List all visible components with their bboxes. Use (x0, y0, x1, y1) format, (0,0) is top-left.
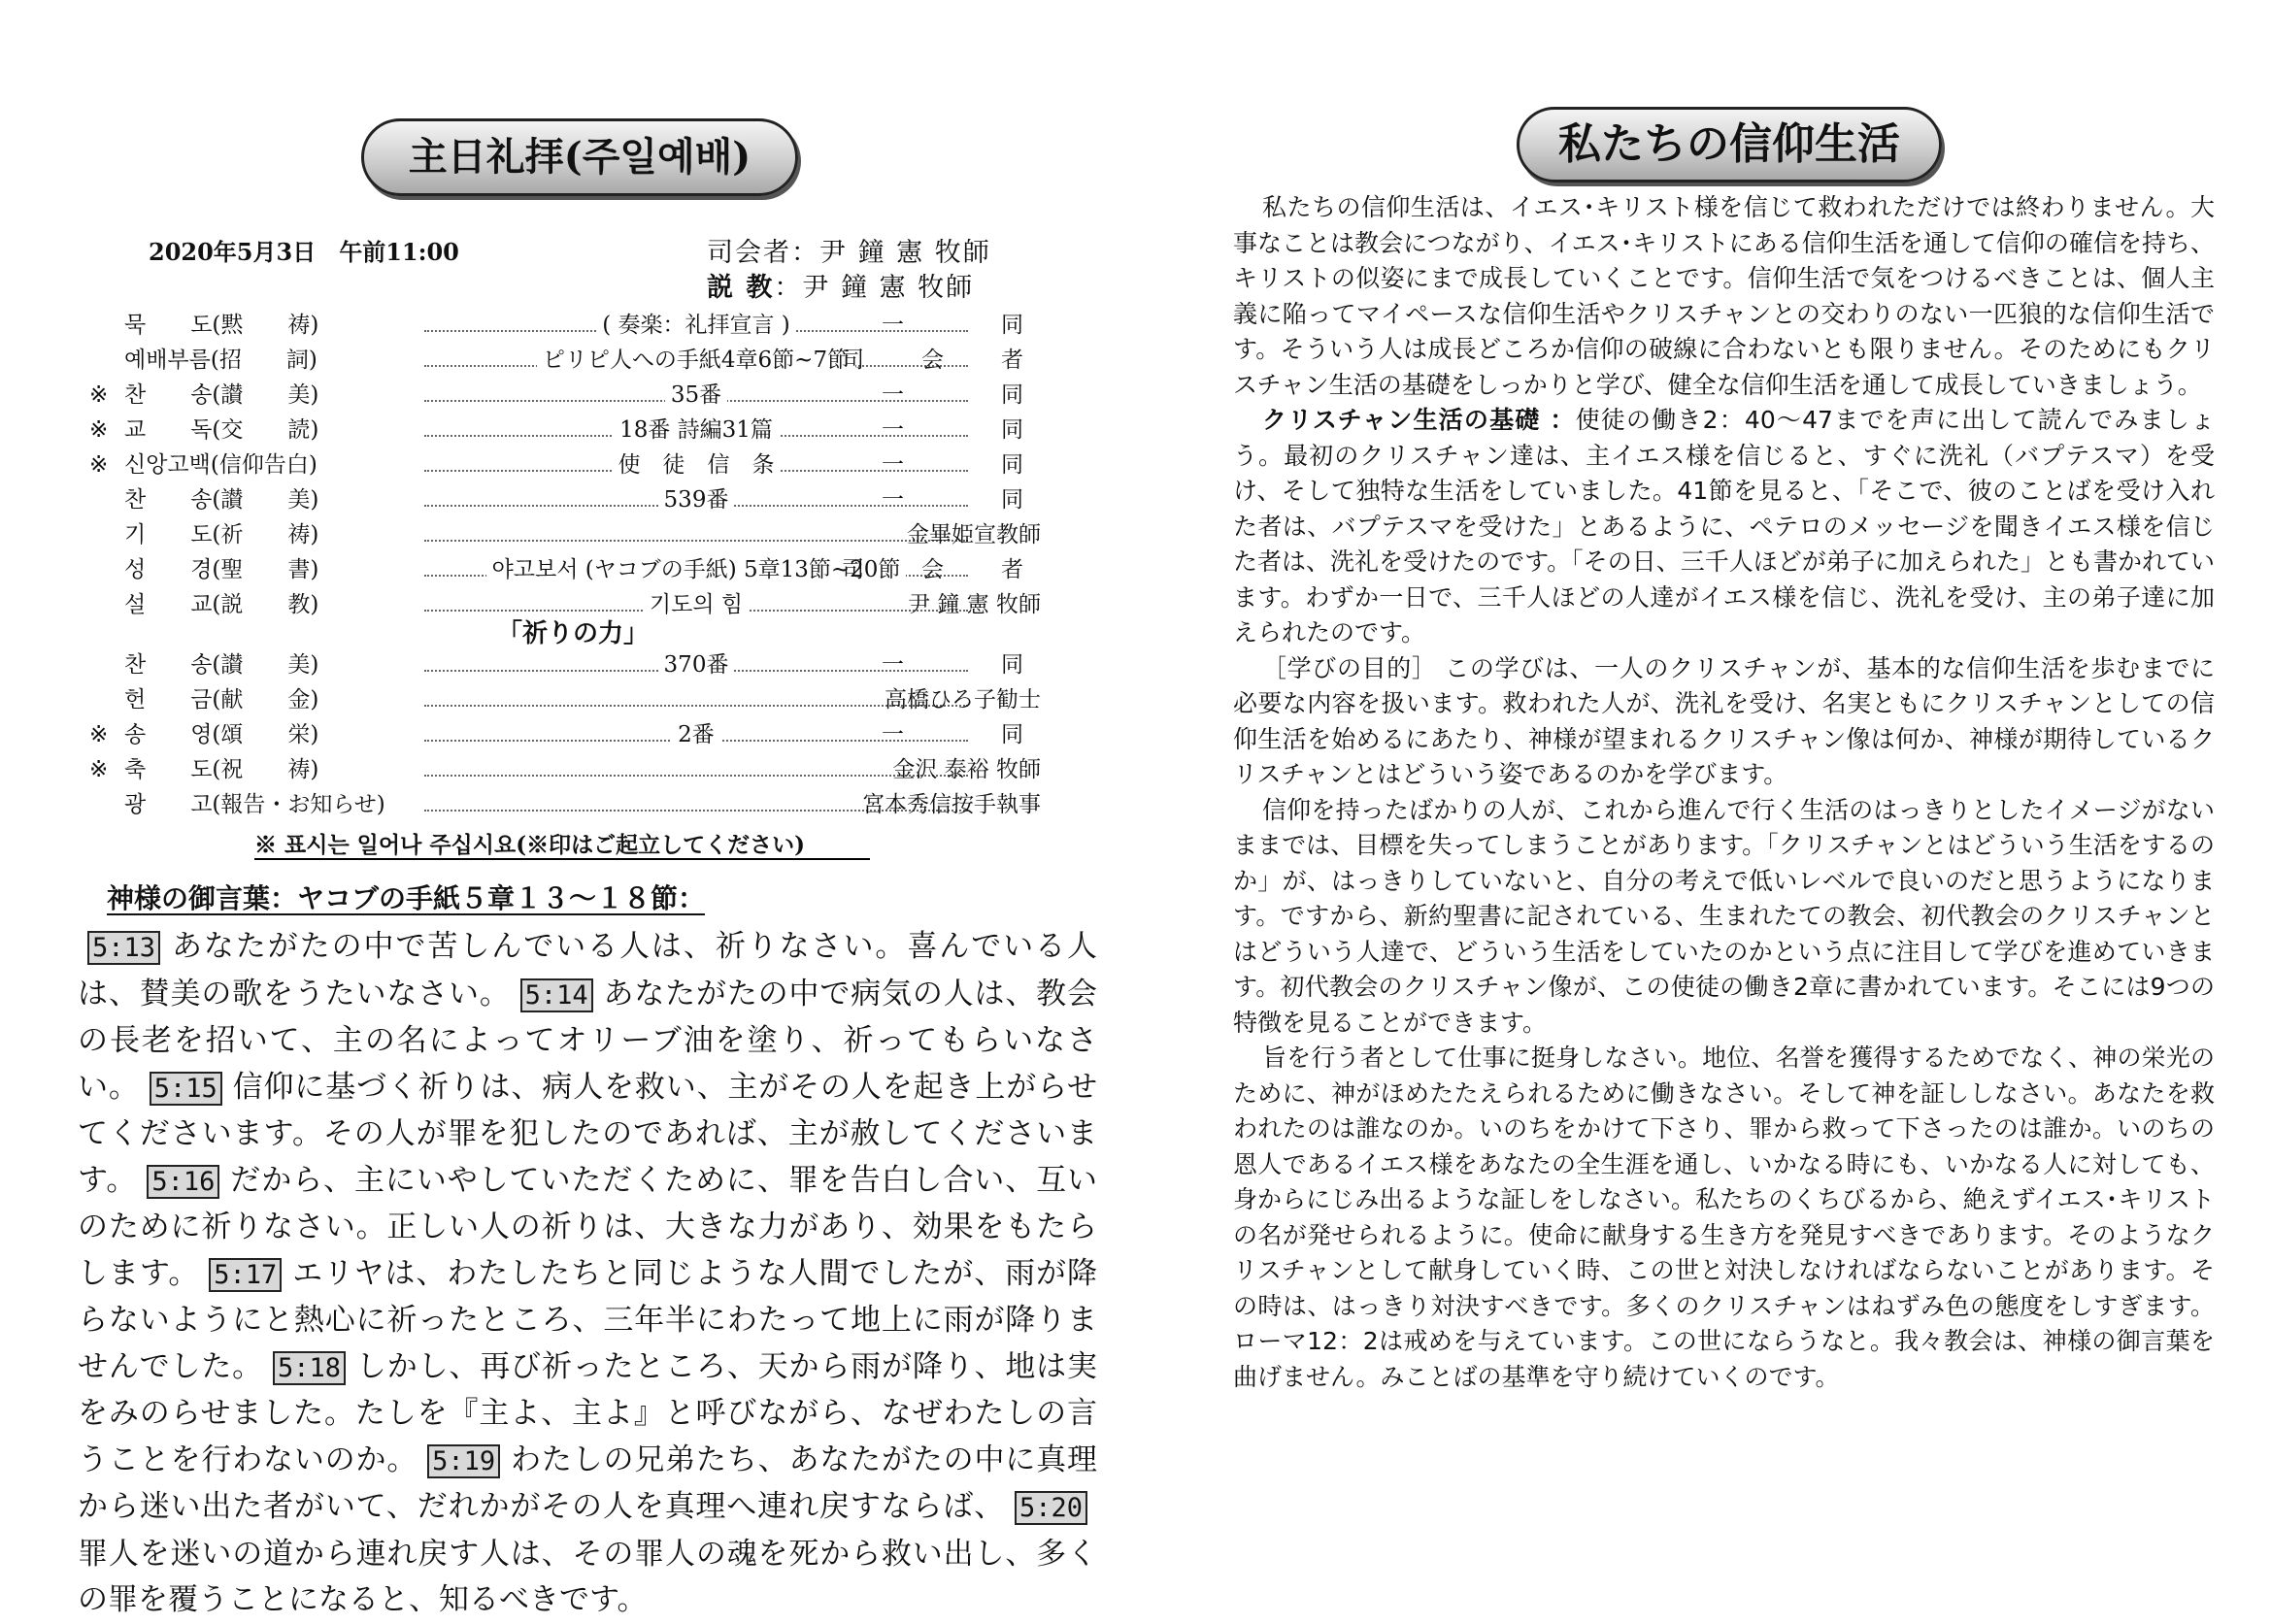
verse-number: 5:16 (147, 1165, 219, 1199)
order-item-leader: 司 会 者 (842, 557, 1041, 582)
preacher-label: 説 教 (707, 273, 775, 303)
paragraph-3: ［学びの目的］ この学びは、一人のクリスチャンが、基本的な信仰生活を歩むまでに必要な内容を扱います。救われた人が、洗礼を受け、名実ともにクリスチャンとしての信仰生活を始めるにあたり、神様が望まれるクリスチャン像は何か、神様が期待しているクリスチャンとはどういう姿であるのかを学びます。 (1233, 653, 2215, 788)
order-item-name: 광 고(報告・お知らせ) (124, 792, 385, 817)
article-body (1233, 190, 2215, 1395)
order-item-name: 송 영(頌 栄) (124, 722, 319, 747)
verse-text: あなたがたの中で苦しんでいる人は、祈りなさい。喜んでいる人は、賛美の歌をうたいなさい。 (78, 929, 1097, 1011)
paragraph-2-text: 使徒の働き2：40～47までを声に出して読んでみましょう。最初のクリスチャン達は、主イエス様を信じると、すぐに洗礼（バプテスマ）を受け、そして独特な生活をしていました。41節を見ると、「そこで、彼のことばを受け入れた者は、バプテスマを受けた」とあるように、ペテロのメッセージを聞きイエス様を信じた者は、洗礼を受けたのです。「その日、三千人ほどが弟子に加えられた」とも書かれています。わずか一日で、三千人ほどの人達がイエス様を信じ、洗礼を受け、主の弟子達に加えられたのです。 (1233, 406, 2215, 646)
order-item-leader: 一 同 (882, 382, 1041, 408)
verse-text: あなたがたの中で病気の人は、教会の長老を招いて、主の名によってオリーブ油を塗り、祈ってもらいなさい。 (78, 976, 1098, 1105)
order-item-content: ( 奏楽：礼拝宣言 ) (596, 313, 796, 338)
order-item-name: 신앙고백(信仰告白) (124, 452, 317, 478)
order-item-leader: 尹 鐘 憲 牧師 (908, 592, 1041, 617)
verse-text: だから、主にいやしていただくために、罪を告白し合い、互いのために祈りなさい。正しい人の祈りは、大きな力があり、効果をもたらします。 (78, 1162, 1097, 1291)
sermon-title: 「祈りの力」 (497, 619, 650, 648)
order-item-leader: 一 同 (882, 652, 1041, 678)
order-row (89, 483, 1041, 516)
order-row (89, 344, 1041, 377)
service-date: 2020年5月3日 午前11:00 (149, 238, 459, 266)
order-item-name: 찬 송(讃 美) (124, 652, 319, 678)
order-item-content: ピリピ人への手紙4章6節~7節 (537, 348, 855, 373)
order-row (89, 648, 1041, 681)
left-page (0, 0, 1135, 1617)
paragraph-2 (1233, 403, 2215, 651)
verse-number: 5:17 (209, 1258, 282, 1292)
order-item-content: 기도의 힘 (644, 592, 749, 617)
order-item-leader: 一 同 (882, 722, 1041, 747)
order-item-leader: 一 同 (882, 417, 1041, 443)
order-item-leader: 金畢姫宣教師 (907, 522, 1041, 547)
scripture-text (78, 924, 1097, 1624)
order-item-leader: 宮本秀信按手執事 (862, 792, 1041, 817)
dotted-leader (424, 753, 968, 786)
order-item-name: 예배부름(招 詞) (124, 348, 317, 373)
worship-title: 主日礼拝(주일예배) (361, 118, 798, 196)
article-title: 私たちの信仰生活 (1517, 107, 1942, 182)
verse-number: 5:14 (520, 978, 593, 1012)
verse-number: 5:18 (273, 1351, 346, 1385)
order-row (89, 309, 1041, 342)
order-row (89, 718, 1041, 751)
order-item-content: 2番 (672, 722, 720, 747)
order-item-content: 18番 詩編31篇 (614, 417, 779, 443)
order-item-content: 35番 (665, 382, 727, 408)
order-row (89, 379, 1041, 412)
preacher-value: ：尹 鐘 憲 牧師 (774, 273, 975, 303)
verse-text: しかし、再び祈ったところ、天から雨が降り、地は実をみのらせました。たしを『主よ、主よ』と呼びながら、なぜわたしの言うことを行わないのか。 (78, 1348, 1098, 1477)
verse-number: 5:15 (150, 1072, 222, 1106)
verse-number: 5:19 (427, 1444, 500, 1478)
order-item-leader: 一 同 (882, 313, 1041, 338)
order-item-content: 539番 (658, 487, 735, 513)
order-item-name: 기 도(祈 祷) (124, 522, 319, 547)
order-item-name: 설 교(説 教) (124, 592, 319, 617)
standing-note: ※ 표시는 일어나 주십시요(※印はご起立してください) (254, 832, 805, 858)
order-item-content: 370番 (658, 652, 735, 678)
order-item-name: 성 경(聖 書) (124, 557, 319, 582)
order-item-name: 찬 송(讃 美) (124, 487, 319, 513)
order-row (89, 553, 1041, 586)
paragraph-5: 旨を行う者として仕事に挺身しなさい。地位、名誉を獲得するためでなく、神の栄光のために、神がほめたたえられるために働きなさい。そして神を証ししなさい。あなたを救われたのは誰なのか。いのちをかけて下さり、罪から救って下さったのは誰か。いのちの恩人であるイエス様をあなたの全生涯を通し、いかなる時にも、いかなる人に対しても、身からにじみ出るような証しをしなさい。私たちのくちびるから、絶えずイエス･キリストの名が発せられるように。使命に献身する生き方を発見すべきであります。そのようなクリスチャンとして献身していく時、この世と対決しなければならないことがあります。その時は、はっきり対決すべきです。多くのクリスチャンはねずみ色の態度をしすぎます。ローマ12：2は戒めを与えています。この世にならうなと。我々教会は、神様の御言葉を曲げません。みことばの基準を守り続けていくのです。 (1233, 1044, 2215, 1391)
order-item-leader: 司 会 者 (842, 348, 1041, 373)
verse-text: わたしの兄弟たち、あなたがたの中に真理から迷い出た者がいて、だれかがその人を真理へ連れ戻すならば、 (78, 1442, 1097, 1524)
right-page (1135, 0, 2271, 1606)
order-item-leader: 金沢 泰裕 牧師 (892, 757, 1041, 782)
host: 司会者：尹 鐘 憲 牧師 (707, 238, 991, 268)
stand-mark: ※ (89, 417, 109, 443)
order-row (89, 448, 1041, 481)
order-item-name: 축 도(祝 祷) (124, 757, 319, 782)
verse-text: 罪人を迷いの道から連れ戻す人は、その罪人の魂を死から救い出し、多くの罪を覆うことになると、知るべきです。 (78, 1536, 1097, 1617)
order-item-leader: 一 同 (882, 452, 1041, 478)
preacher (707, 266, 974, 304)
stand-mark: ※ (89, 722, 109, 747)
order-item-name: 교 독(交 読) (124, 417, 319, 443)
order-item-name: 찬 송(讃 美) (124, 382, 319, 408)
verse-text: 信仰に基づく祈りは、病人を救い、主がその人を起き上がらせてくださいます。その人が罪を犯したのであれば、主が赦してくださいます。 (78, 1069, 1097, 1198)
verse-number: 5:13 (87, 931, 160, 965)
order-item-name: 헌 금(献 金) (124, 687, 319, 713)
verse-number: 5:20 (1015, 1491, 1087, 1525)
order-item-content: 使 徒 信 条 (613, 452, 781, 478)
order-row (89, 518, 1041, 551)
stand-mark: ※ (89, 382, 109, 408)
order-row (89, 788, 1041, 821)
dotted-leader (424, 518, 968, 551)
order-item-content: 야고보서 (ヤコブの手紙) 5章13節~20節 (486, 557, 907, 582)
verse-text: エリヤは、わたしたちと同じような人間でしたが、雨が降らないようにと熱心に祈ったところ、三年半にわたって地上に雨が降りませんでした。 (78, 1255, 1097, 1384)
scripture-heading: 神様の御言葉：ヤコブの手紙５章１３～１８節： (107, 882, 706, 914)
order-row (89, 753, 1041, 786)
order-row (89, 414, 1041, 447)
stand-mark: ※ (89, 757, 109, 782)
order-item-leader: 一 同 (882, 487, 1041, 513)
order-item-name: 묵 도(黙 祷) (124, 313, 319, 338)
paragraph-2-heading: クリスチャン生活の基礎 ： (1262, 406, 1576, 434)
paragraph-1: 私たちの信仰生活は、イエス･キリスト様を信じて救われただけでは終わりません。大事なことは教会につながり、イエス･キリストにある信仰生活を通して信仰の確信を持ち、キリストの似姿にまで成長していくことです。信仰生活で気をつけるべきことは、個人主義に陥ってマイペースな信仰生活やクリスチャンとの交わりのない一匹狼的な信仰生活です。そういう人は成長どころか信仰の破線に合わないとも限りません。そのためにもクリスチャン生活の基礎をしっかりと学び、健全な信仰生活を通して成長していきましょう。 (1233, 193, 2215, 399)
order-item-leader: 高橋ひろ子勧士 (885, 687, 1041, 713)
paragraph-4: 信仰を持ったばかりの人が、これから進んで行く生活のはっきりとしたイメージがないままでは、目標を失ってしまうことがあります。「クリスチャンとはどういう生活をするのか」が、はっきりしていないと、自分の考えで低いレベルで良いのだと思うようになります。ですから、新約聖書に記されている、生まれたての教会、初代教会のクリスチャンとはどういう人達で、どういう生活をしていたのかという点に注目して学びを進めていきます。初代教会のクリスチャン像が、この使徒の働き2章に書かれています。そこには9つの特徴を見ることができます。 (1233, 795, 2215, 1037)
note-underline (254, 858, 870, 860)
stand-mark: ※ (89, 452, 109, 478)
order-row (89, 683, 1041, 716)
